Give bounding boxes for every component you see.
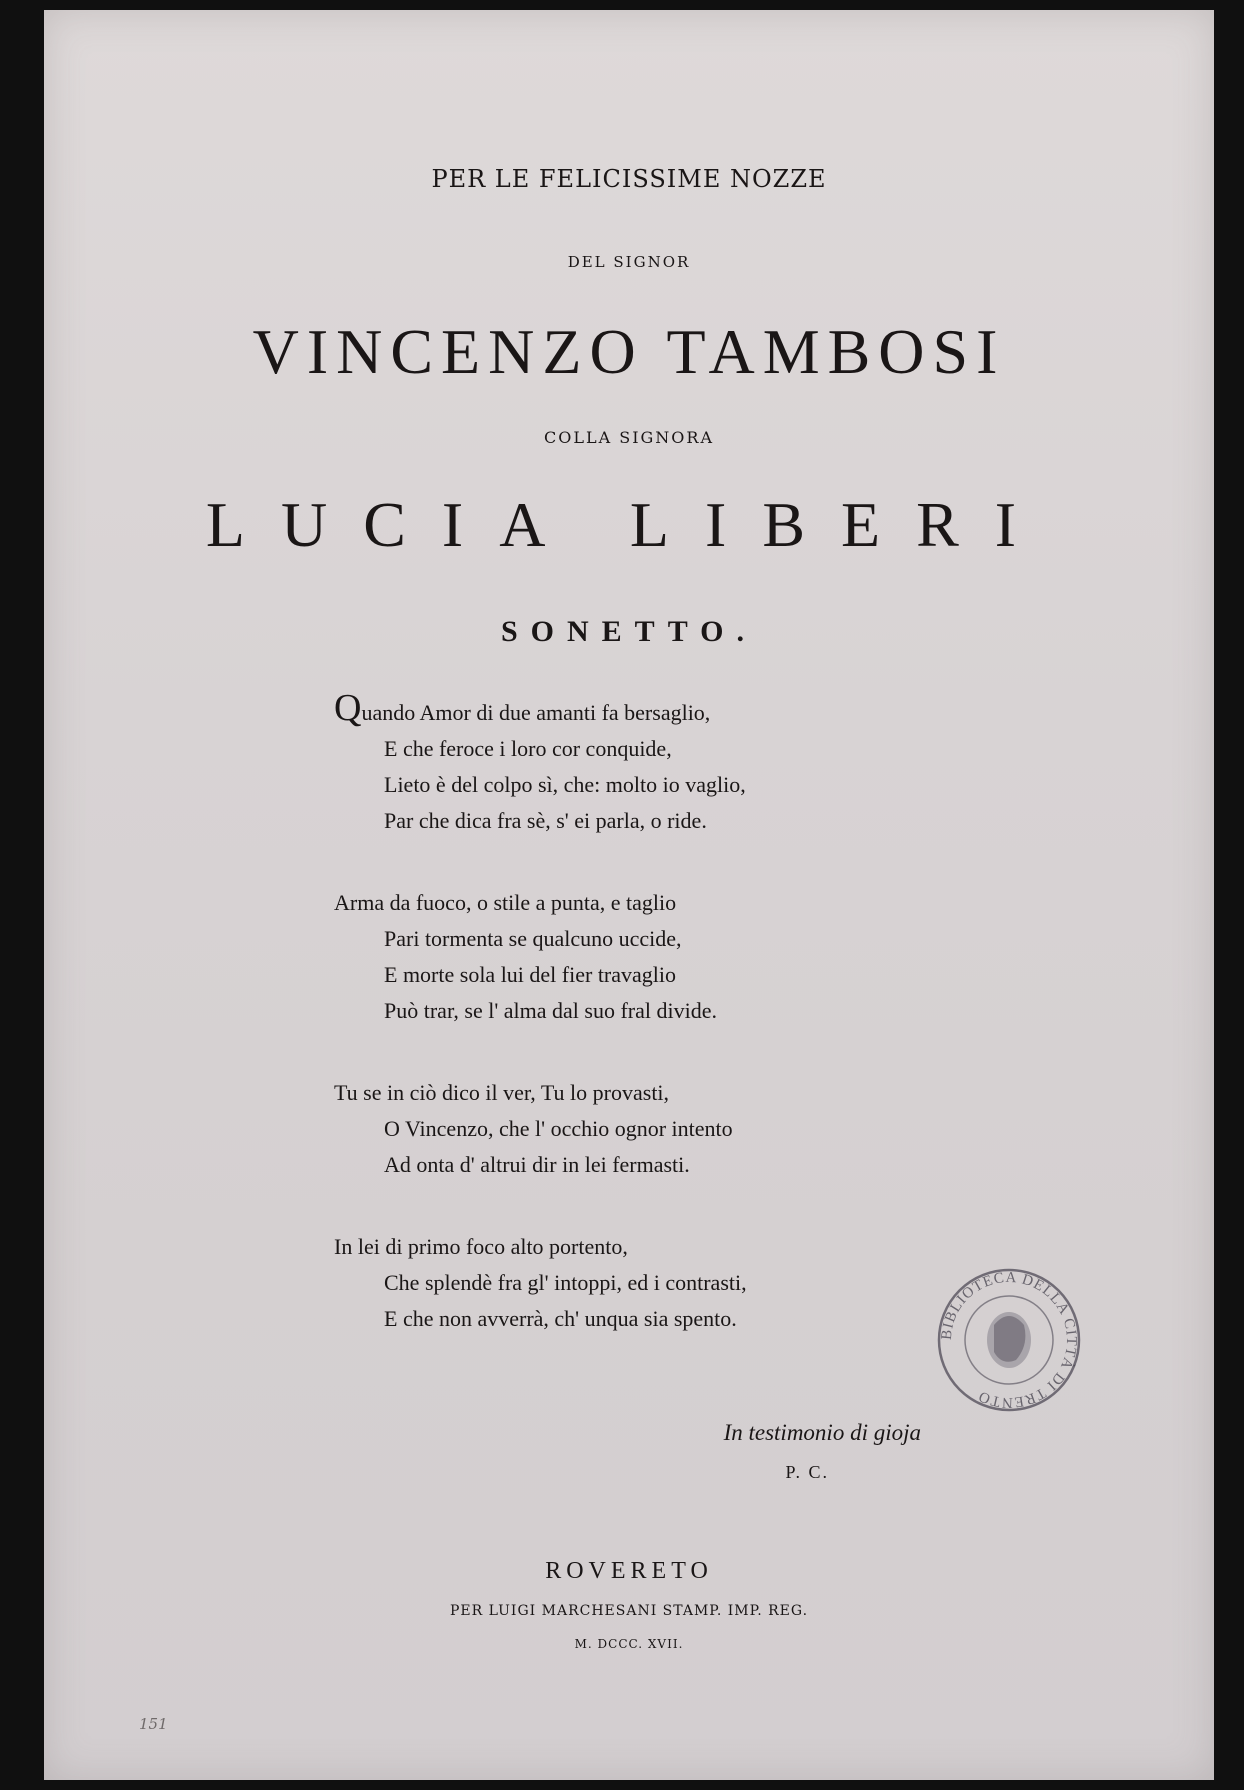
- verse-line: [334, 687, 974, 731]
- sonnet: [334, 687, 974, 1383]
- verse-line: In lei di primo foco alto portento,: [334, 1234, 628, 1259]
- stanza-3: [334, 1075, 974, 1183]
- imprint-printer: PER LUIGI MARCHESANI STAMP. IMP. REG.: [449, 1603, 809, 1619]
- genre-title: SONETTO.: [500, 615, 757, 648]
- verse-line: Pari tormenta se qualcuno uccide,: [384, 926, 682, 951]
- heading-del-signor: DEL SIGNOR: [567, 253, 691, 271]
- verse-line: E che non avverrà, ch' unqua sia spento.: [384, 1306, 737, 1331]
- verse-line: Par che dica fra sè, s' ei parla, o ride.: [384, 808, 707, 833]
- bride-name: LUCIA LIBERI: [205, 489, 1053, 560]
- stanza-4: [334, 1229, 974, 1337]
- stanza-1: [334, 687, 974, 839]
- signature-initials: P. C.: [785, 1462, 829, 1482]
- pencil-shelf-number: 151: [139, 1715, 168, 1733]
- groom-name: VINCENZO TAMBOSI: [252, 316, 1006, 387]
- heading-occasion: PER LE FELICISSIME NOZZE: [431, 165, 827, 193]
- verse-line: O Vincenzo, che l' occhio ognor intento: [384, 1116, 733, 1141]
- verse-line: E morte sola lui del fier travaglio: [384, 962, 677, 987]
- verse-line: Ad onta d' altrui dir in lei fermasti.: [384, 1152, 690, 1177]
- signature-dedication: In testimonio di gioja: [723, 1420, 921, 1445]
- verse-line: Arma da fuoco, o stile a punta, e taglio: [334, 890, 677, 915]
- verse-line: Tu se in ciò dico il ver, Tu lo provasti,: [334, 1080, 670, 1105]
- svg-text:BIBLIOTECA DELLA CITTÀ DI TREN: BIBLIOTECA DELLA CITTÀ DI TRENTO: [938, 1269, 1080, 1411]
- imprint-city: ROVERETO: [545, 1558, 713, 1584]
- drop-cap: Q: [334, 687, 362, 729]
- verse-line: E che feroce i loro cor conquide,: [384, 736, 672, 761]
- heading-colla-signora: COLLA SIGNORA: [543, 428, 715, 447]
- imprint-year: M. DCCC. XVII.: [574, 1637, 684, 1651]
- library-stamp: [934, 1265, 1084, 1415]
- verse-line: Lieto è del colpo sì, che: molto io vaglio,: [384, 772, 746, 797]
- stanza-2: [334, 885, 974, 1029]
- verse-line: Che splendè fra gl' intoppi, ed i contrasti,: [384, 1270, 747, 1295]
- verse-line: Può trar, se l' alma dal suo fral divide.: [384, 998, 717, 1023]
- verse-text: uando Amor di due amanti fa bersaglio,: [361, 700, 711, 725]
- printed-sheet: [44, 10, 1214, 1780]
